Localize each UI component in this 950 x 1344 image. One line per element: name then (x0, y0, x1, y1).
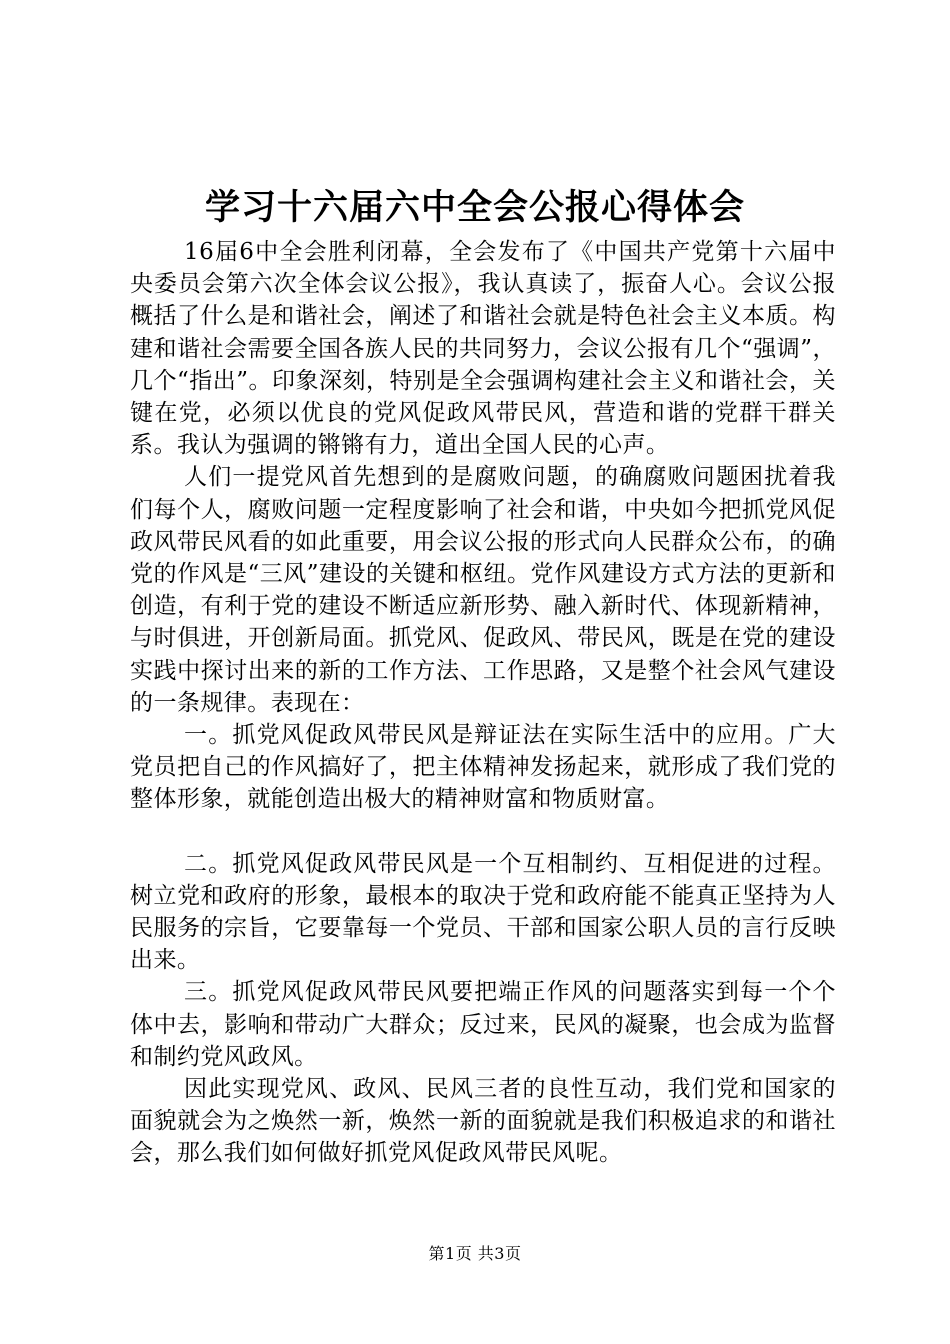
paragraph-point-one: 一。抓党风促政风带民风是辩证法在实际生活中的应用。广大党员把自己的作风搞好了，把主体精神发扬起来，就形成了我们党的整体形象，就能创造出极大的精神财富和物质财富。 (130, 722, 836, 813)
document-body (130, 236, 836, 1170)
paragraph-intro: 16届6中全会胜利闭幕，全会发布了《中国共产党第十六届中央委员会第六次全体会议公报》，我认真读了，振奋人心。会议公报概括了什么是和谐社会，阐述了和谐社会就是特色社会主义本质。构建和谐社会需要全国各族人民的共同努力，会议公报有几个“强调”，几个“指出”。印象深刻，特别是全会强调构建社会主义和谐社会，关键在党，必须以优良的党风促政风带民风，营造和谐的党群干群关系。我认为强调的锵锵有力，道出全国人民的心声。 (130, 239, 836, 459)
paragraph-point-three: 三。抓党风促政风带民风要把端正作风的问题落实到每一个个体中去，影响和带动广大群众；反过来，民风的凝聚，也会成为监督和制约党风政风。 (130, 979, 836, 1070)
document-title: 学习十六届六中全会公报心得体会 (204, 187, 745, 228)
paragraph-party-style: 人们一提党风首先想到的是腐败问题，的确腐败问题困扰着我们每个人，腐败问题一定程度影响了社会和谐，中央如今把抓党风促政风带民风看的如此重要，用会议公报的形式向人民群众公布，的确党的作风是“三风”建设的关键和枢纽。党作风建设方式方法的更新和创造，有利于党的建设不断适应新形势、融入新时代、体现新精神，与时俱进，开创新局面。抓党风、促政风、带民风，既是在党的建设实践中探讨出来的新的工作方法、工作思路，又是整个社会风气建设的一条规律。表现在： (130, 464, 836, 716)
paragraph-conclusion: 因此实现党风、政风、民风三者的良性互动，我们党和国家的面貌就会为之焕然一新，焕然一新的面貌就是我们积极追求的和谐社会，那么我们如何做好抓党风促政风带民风呢。 (130, 1076, 836, 1167)
page-number-footer: 第1页 共3页 (428, 1244, 522, 1263)
paragraph-point-two: 二。抓党风促政风带民风是一个互相制约、互相促进的过程。树立党和政府的形象，最根本的取决于党和政府能不能真正坚持为人民服务的宗旨，它要靠每一个党员、干部和国家公职人员的言行反映出来。 (130, 850, 836, 974)
